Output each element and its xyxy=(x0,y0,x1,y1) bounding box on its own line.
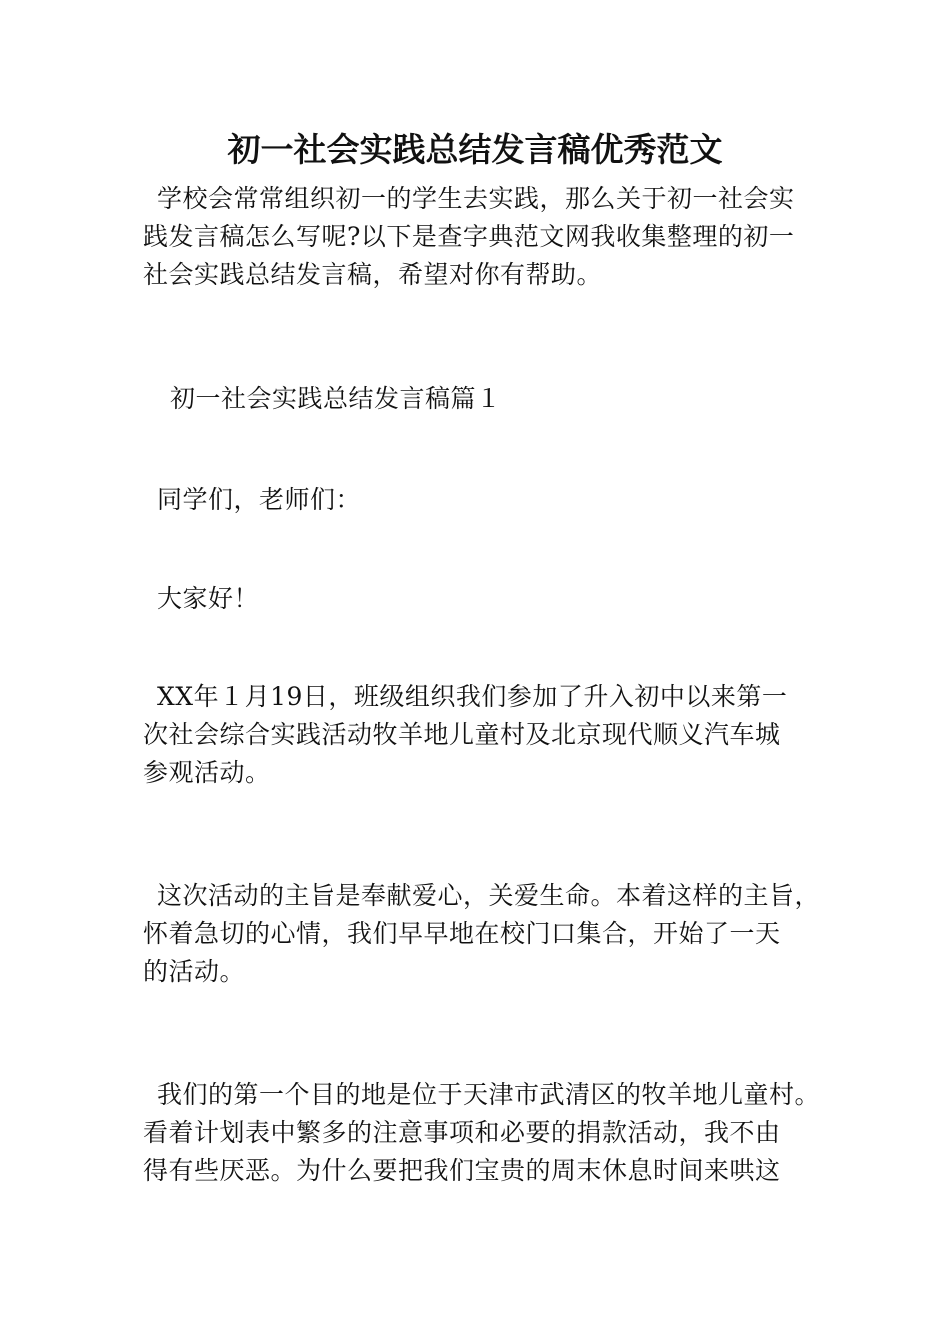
text-line: 次社会综合实践活动牧羊地儿童村及北京现代顺义汽车城 xyxy=(143,720,781,749)
body-paragraph-1 xyxy=(143,678,823,792)
text-line: XX年１月19日，班级组织我们参加了升入初中以来第一 xyxy=(157,682,788,711)
text-line: 学校会常常组织初一的学生去实践，那么关于初一社会实 xyxy=(157,184,795,213)
text-line: 践发言稿怎么写呢?以下是查字典范文网我收集整理的初一 xyxy=(143,222,795,251)
intro-paragraph xyxy=(143,180,823,294)
body-paragraph-3 xyxy=(143,1076,823,1190)
greeting xyxy=(143,580,823,618)
text-line: 社会实践总结发言稿，希望对你有帮助。 xyxy=(143,260,603,289)
body-paragraph-2 xyxy=(143,877,823,991)
text-line: 这次活动的主旨是奉献爱心，关爱生命。本着这样的主旨， xyxy=(157,881,821,910)
text-line: 参观活动。 xyxy=(143,758,271,787)
text-line: 看着计划表中繁多的注意事项和必要的捐款活动，我不由 xyxy=(143,1118,781,1147)
text-line: 同学们，老师们： xyxy=(157,485,362,514)
salutation xyxy=(143,481,823,519)
text-line: 的活动。 xyxy=(143,957,246,986)
document-title: 初一社会实践总结发言稿优秀范文 xyxy=(227,130,723,169)
text-line: 大家好！ xyxy=(157,584,260,613)
text-line: 得有些厌恶。为什么要把我们宝贵的周末休息时间来哄这 xyxy=(143,1156,781,1185)
section-heading xyxy=(143,380,823,418)
text-line: 怀着急切的心情，我们早早地在校门口集合，开始了一天 xyxy=(143,919,781,948)
section-heading-text: 初一社会实践总结发言稿篇１ xyxy=(170,384,502,413)
text-line: 我们的第一个目的地是位于天津市武清区的牧羊地儿童村。 xyxy=(157,1080,821,1109)
